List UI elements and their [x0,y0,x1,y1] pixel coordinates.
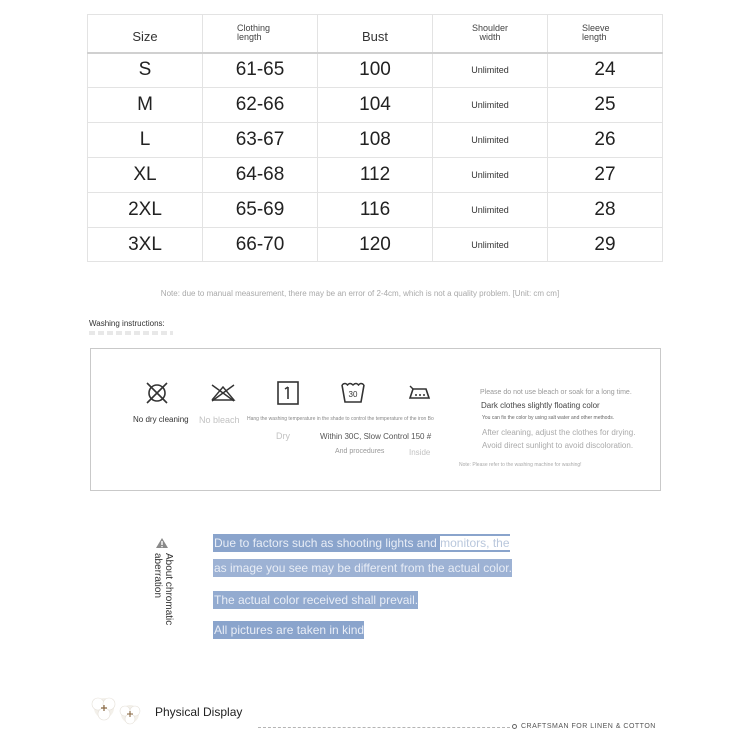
cell-bust: 108 [318,123,433,158]
header-clothing-length-line1: Clothing [237,23,271,34]
warning-icon [155,537,169,549]
size-chart-table [87,14,663,262]
cell-shoulder: Unlimited [433,53,548,88]
chromatic-line-1b: monitors, the [440,536,510,550]
cell-bust: 100 [318,53,433,88]
cell-size: M [88,88,203,123]
cell-size: 3XL [88,228,203,262]
header-size: Size [88,15,203,53]
washing-instructions-box [90,348,661,491]
table-row [88,158,663,193]
header-sleeve-length [548,15,663,53]
wash-temp-text: 30 [348,390,358,399]
cell-length: 66-70 [203,228,318,262]
label-inside: Inside [409,448,431,457]
no-bleach-icon [209,383,237,403]
cell-bust: 112 [318,158,433,193]
chromatic-line-2: as image you see may be different from the actual color. [214,561,512,575]
washing-instructions-title: Washing instructions: [89,319,165,328]
header-shoulder-width-line2: width [479,32,501,43]
cell-sleeve: 24 [548,53,663,88]
cell-length: 64-68 [203,158,318,193]
chromatic-line-3: The actual color received shall prevail. [214,593,419,607]
wash-30-icon [340,380,366,404]
label-within-30c: Within 30C, Slow Control 150 # [320,432,432,441]
label-no-dry-cleaning: No dry cleaning [133,415,189,424]
cell-shoulder: Unlimited [433,88,548,123]
cell-bust: 104 [318,88,433,123]
size-table-header-row [88,15,663,53]
cell-size: S [88,53,203,88]
cell-shoulder: Unlimited [433,193,548,228]
cell-bust: 120 [318,228,433,262]
header-sleeve-length-line1: Sleeve [582,23,610,34]
physical-display-heading: Physical Display [155,705,243,719]
tip-washing-machine: Note: Please refer to the washing machine for washing! [459,462,582,468]
header-sleeve-length-line2: length [582,32,607,43]
chromatic-aberration-label: About chromatic aberration [152,553,174,626]
cell-shoulder: Unlimited [433,123,548,158]
chromatic-line-4: All pictures are taken in kind [214,623,365,637]
cell-sleeve: 27 [548,158,663,193]
label-procedures: And procedures [335,448,385,455]
tip-fix-color: You can fix the color by using salt water and other methods. [482,415,615,421]
table-row [88,228,663,262]
cell-sleeve: 26 [548,123,663,158]
chromatic-line-1a: Due to factors such as shooting lights and [214,536,441,550]
cell-shoulder: Unlimited [433,158,548,193]
iron-icon [406,385,432,401]
tip-no-bleach-soak: Please do not use bleach or soak for a long time. [480,389,632,396]
cell-size: XL [88,158,203,193]
craftsman-tagline: CRAFTSMAN FOR LINEN & COTTON [521,723,656,730]
label-no-bleach: No bleach [199,415,240,425]
table-row [88,123,663,158]
table-row [88,193,663,228]
no-dry-clean-icon [144,381,170,405]
label-hang-note: Hang the washing temperature in the shade to control the temperature of the iron Bo [247,416,434,422]
cell-shoulder: Unlimited [433,228,548,262]
cell-length: 62-66 [203,88,318,123]
header-clothing-length-line2: length [237,32,262,43]
chromatic-line-1 [213,534,510,552]
footer-divider [258,727,510,728]
table-row [88,88,663,123]
tip-adjust-drying: After cleaning, adjust the clothes for drying. [482,428,636,437]
cell-length: 63-67 [203,123,318,158]
header-shoulder-width-line1: Shoulder [471,23,509,34]
measurement-note: Note: due to manual measurement, there may be an error of 2-4cm, which is not a quality problem. [Unit: cm cm] [160,289,560,298]
header-clothing-length [203,15,318,53]
cell-length: 65-69 [203,193,318,228]
label-dry: Dry [276,431,290,441]
cell-bust: 116 [318,193,433,228]
cotton-flower-icon [90,694,150,728]
cell-sleeve: 28 [548,193,663,228]
cell-sleeve: 29 [548,228,663,262]
table-row [88,53,663,88]
tip-avoid-sunlight: Avoid direct sunlight to avoid discoloration. [482,441,634,450]
tip-dark-clothes: Dark clothes slightly floating color [481,401,600,410]
footer-dot-icon [512,724,517,729]
cell-size: 2XL [88,193,203,228]
header-bust: Bust [318,15,433,53]
cell-size: L [88,123,203,158]
hang-dry-icon [276,380,300,406]
washing-title-underline [89,331,173,335]
cell-sleeve: 25 [548,88,663,123]
cell-length: 61-65 [203,53,318,88]
header-shoulder-width [433,15,548,53]
